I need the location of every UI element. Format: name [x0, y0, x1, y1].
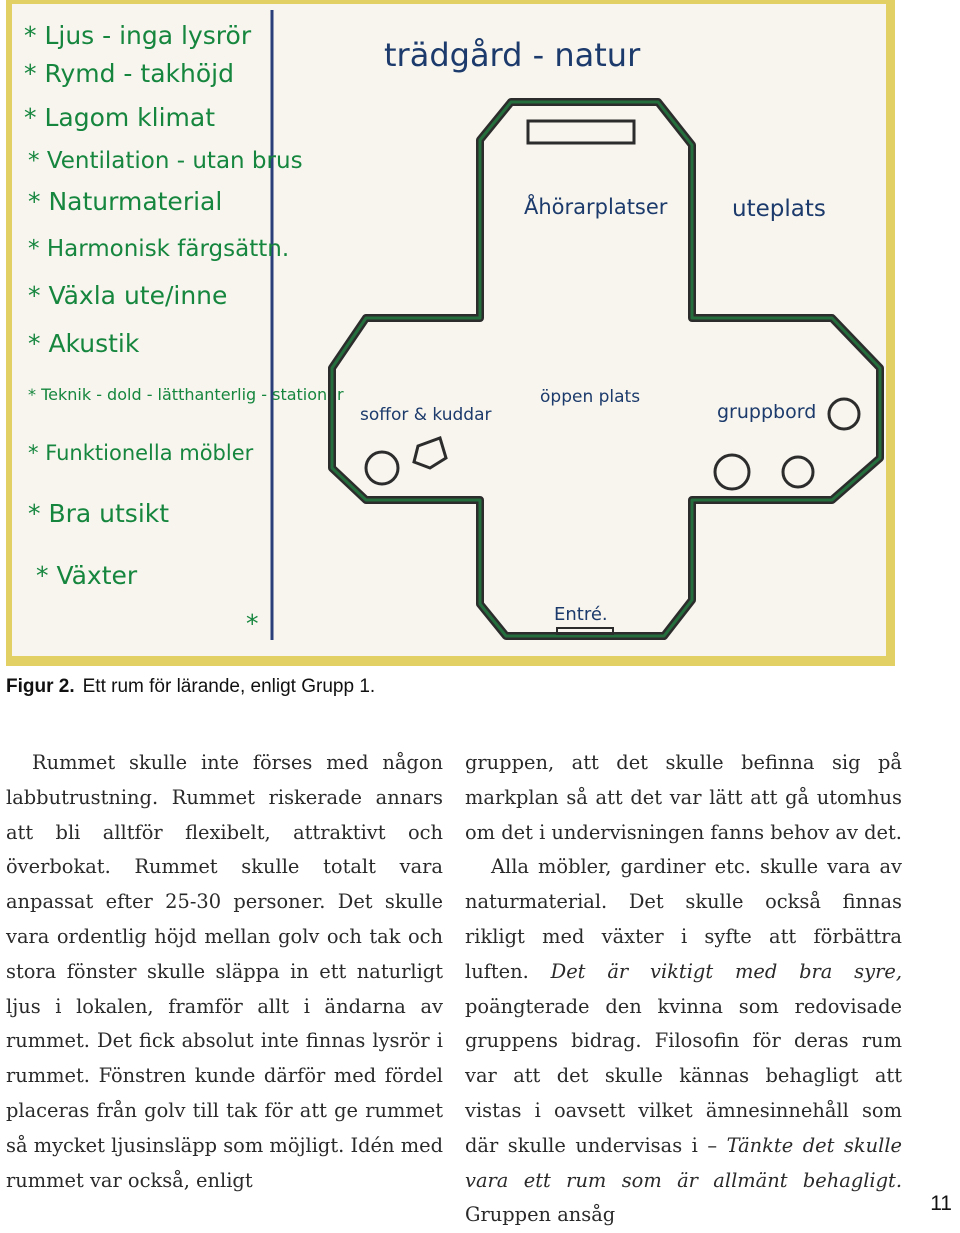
label-outdoor: uteplats [732, 196, 826, 222]
paper-sheet [12, 4, 886, 656]
drawing-heading: trädgård - natur [384, 36, 641, 74]
body-column-left [6, 746, 443, 1198]
label-group-tables: gruppbord [717, 401, 817, 423]
list-item: Växter [56, 561, 138, 590]
list-item: Växla ute/inne [48, 281, 228, 310]
list-item: Funktionella möbler [45, 441, 254, 465]
bullet: * [28, 329, 41, 358]
list-item: Akustik [48, 329, 140, 358]
label-sofas: soffor & kuddar [360, 405, 492, 425]
list-item: Ventilation - utan brus [46, 148, 303, 174]
svg-text:* Ventilation - utan brus [28, 148, 303, 174]
svg-text:* Ljus - inga lysrör [24, 21, 252, 50]
page-number: 11 [930, 1192, 952, 1215]
svg-text:* Akustik [28, 329, 140, 358]
list-item: Harmonisk färgsättn. [46, 236, 290, 262]
body-paragraph [465, 850, 902, 1233]
label-audience: Åhörarplatser [524, 195, 668, 219]
svg-text:* Naturmaterial [28, 187, 222, 216]
bullet: * [28, 441, 39, 465]
text-run: Alla möbler, gardiner etc. skulle vara av naturmaterial. Det skulle också finnas rikligt med växter i syfte att förbättra luften. [465, 855, 902, 983]
svg-text:* Växla ute/inne [28, 281, 227, 310]
bullet: * [36, 561, 49, 590]
body-paragraph: gruppen, att det skulle befinna sig på markplan så att det var lätt att gå utomhus om det i undervisningen fanns behov av det. [465, 751, 902, 844]
caption-label: Figur 2. [6, 676, 75, 697]
svg-text:* Bra utsikt [28, 499, 169, 528]
svg-text:* Växter [36, 561, 138, 590]
bullet: * [28, 148, 40, 174]
bullet: * [28, 236, 40, 262]
italic-quote: Det är viktigt med bra syre, [550, 959, 902, 983]
figure-caption [6, 676, 906, 698]
svg-text:* Teknik - dold - lätthanterli [28, 385, 344, 404]
bullet: * [28, 385, 36, 404]
svg-text:* Rymd - takhöjd [24, 59, 234, 88]
list-item: Naturmaterial [48, 187, 223, 216]
list-item: Rymd - takhöjd [44, 59, 234, 88]
svg-text:* Funktionella möbler [28, 441, 254, 465]
text-run: poängterade den kvinna som redovisade gruppens bidrag. Filosofin för deras rum var att det skulle kännas behagligt att vistas i oavsett vilket ämnesinnehåll som där skulle undervisas i – [465, 994, 902, 1157]
bullet: * [28, 281, 41, 310]
bullet: * [28, 187, 41, 216]
label-entrance: Entré. [554, 604, 608, 625]
caption-text: Ett rum för lärande, enligt Grupp 1. [82, 676, 376, 697]
figure-photo [6, 0, 895, 666]
text-run: Gruppen ansåg [465, 1203, 616, 1227]
body-paragraph: Rummet skulle inte förses med någon labbutrustning. Rummet riskerade annars att bli alltför flexibelt, attraktivt och överbokat. Rummet skulle totalt vara anpassat efter 25-30 personer. Det skulle vara ordentlig höjd mellan golv och tak och stora fönster skulle släppa in ett naturligt ljus i lokalen, framför allt i ändarna av rummet. Det fick absolut inte finnas lysrör i rummet. Fönstren kunde därför med fördel placeras från golv till tak för att ge rummet så mycket ljusinsläpp som möjligt. Idén med rummet var också, enligt [6, 751, 443, 1192]
label-open-space: öppen plats [540, 387, 641, 407]
bullet: * [246, 609, 259, 638]
list-item: Bra utsikt [48, 499, 170, 528]
italic-quote: Tänkte det skulle vara ett rum som är allmänt behagligt. [465, 1133, 902, 1192]
bullet: * [28, 499, 41, 528]
list-item: Teknik - dold - lätthanterlig - stationär [41, 385, 344, 404]
svg-text:* Harmonisk färgsättn. [28, 236, 289, 262]
bullet: * [24, 21, 37, 50]
list-item: Ljus - inga lysrör [44, 21, 252, 50]
flipchart-drawing [6, 0, 895, 666]
body-column-right [465, 746, 902, 1233]
list-item: Lagom klimat [44, 103, 216, 132]
bullet: * [24, 59, 37, 88]
bullet: * [24, 103, 37, 132]
svg-text:* Lagom klimat [24, 103, 215, 132]
